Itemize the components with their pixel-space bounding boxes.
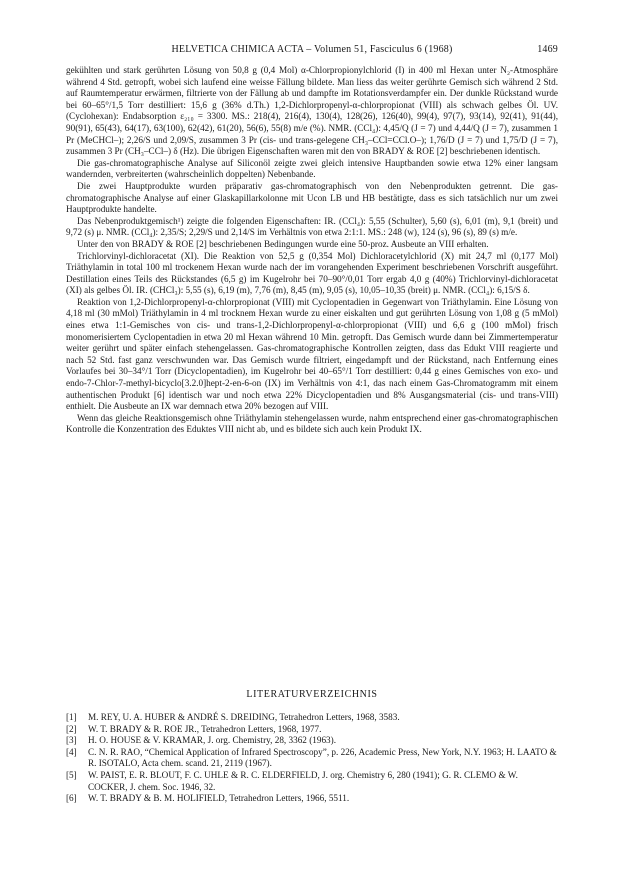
reference-item	[66, 747, 558, 770]
reference-list	[66, 712, 558, 805]
reference-number: [3]	[66, 735, 77, 746]
paragraph-gc-separation: Die zwei Hauptprodukte wurden präparativ gas-chromatographisch von den Nebenprodukten getrennt. Die gas-chromatographische Analyse auf einer Glaskapillarkolonne mit Ucon LB und HB bestätigte, dass es sich tatsächlich nur um zwei Hauptprodukte handelte.	[66, 180, 558, 215]
reference-item	[66, 793, 558, 805]
paragraph-trichlorvinyl-dichloracetat: Trichlorvinyl-dichloracetat (XI). Die Reaktion von 52,5 g (0,354 Mol) Dichloracetylchlorid (X) mit 24,7 ml (0,177 Mol) Triäthylamin in total 100 ml trockenem Hexan wurde nach der im vorangehenden Experiment beschriebenen Vorschrift ausgeführt. Destillation eines Teils des Rückstandes (6,5 g) im Kugelrohr bei 70–90°/0,01 Torr ergab 4,0 g (40%) Trichlorvinyl-dichloracetat (XI) als gelbes Öl. IR. (CHCl₃): 5,55 (s), 6,19 (m), 7,76 (m), 8,45 (m), 9,05 (s), 10,05–10,35 (breit) μ. NMR. (CCl₄): 6,15/S δ.	[66, 250, 558, 296]
reference-text: W. PAIST, E. R. BLOUT, F. C. UHLE & R. C. ELDERFIELD, J. org. Chemistry 6, 280 (1941); G. R. CLEMO & W. COCKER, J. chem. Soc. 1946, 32.	[88, 769, 518, 792]
references-heading: LITERATURVERZEICHNIS	[246, 689, 378, 700]
journal-title: HELVETICA CHIMICA ACTA – Volumen 51, Fasciculus 6 (1968)	[171, 44, 453, 55]
reference-item	[66, 770, 558, 793]
reference-item	[66, 724, 558, 736]
reference-item	[66, 712, 558, 724]
reference-text: M. REY, U. A. HUBER & ANDRÉ S. DREIDING, Tetrahedron Letters, 1968, 3583.	[88, 712, 400, 722]
paragraph-gc-siliconoel: Die gas-chromatographische Analyse auf Siliconöl zeigte zwei gleich intensive Hauptbanden sowie etwa 12% einer langsam wandernden, verbreiterten (wahrscheinlich doppelten) Nebenbande.	[66, 157, 558, 180]
reference-number: [6]	[66, 793, 77, 804]
reference-item	[66, 735, 558, 747]
reference-text: H. O. HOUSE & V. KRAMAR, J. org. Chemistry, 28, 3362 (1963).	[88, 735, 336, 746]
running-header	[66, 44, 558, 58]
reference-text: W. T. BRADY & B. M. HOLIFIELD, Tetrahedron Letters, 1966, 5511.	[88, 793, 350, 804]
reference-number: [2]	[66, 723, 77, 734]
paragraph-control-without-amine: Wenn das gleiche Reaktionsgemisch ohne Triäthylamin stehengelassen wurde, nahm entsprechend einer gas-chromatographischen Kontrolle die Konzentration des Eduktes VIII nicht ab, und es bildete sich auch kein Produkt IX.	[66, 412, 558, 435]
paragraph-reaction-cyclopentadien: Reaktion von 1,2-Dichlorpropenyl-α-chlorpropionat (VIII) mit Cyclopentadien in Gegenwart von Triäthylamin. Eine Lösung von 4,18 ml (30 mMol) Triäthylamin in 4 ml trocknem Hexan wurde zu einer eiskalten und gut gerührten Lösung von 1,08 g (5 mMol) eines etwa 1:1-Gemisches von cis- und trans-1,2-Dichlorpropenyl-α-chlorpropionat (VIII) und 6,6 g (100 mMol) frisch monomerisiertem Cyclopentadien in etwa 20 ml Hexan während 10 Min. getropft. Das Gemisch wurde dann bei Zimmertemperatur weiter gerührt und später einfach stehengelassen. Gas-chromatographische Kontrollen zeigten, dass das Edukt VIII reagierte und nach 52 Std. fast ganz verschwunden war. Das Gemisch wurde filtriert, eingedampft und der Rückstand, nach Entfernung eines Vorlaufes bei 30–34°/1 Torr (Dicyclopentadien), im Kugelrohr bei 40–65°/1 Torr destilliert: 0,44 g eines Gemisches von exo- und endo-7-Chlor-7-methyl-bicyclo[3.2.0]hept-2-en-6-on (IX) im Verhältnis von 4:1, das nach einem Gas-Chromatogramm mit einem authentischen Produkt [6] identisch war und noch etwa 22% Dicyclopentadien und 8% Ausgangsmaterial (cis- und trans-VIII) enthielt. Die Ausbeute an IX war demnach etwa 20% bezogen auf VIII.	[66, 296, 558, 412]
paragraph-brady-roe-yield: Unter den von BRADY & ROE [2] beschriebenen Bedingungen wurde eine 50-proz. Ausbeute an VIII erhalten.	[77, 238, 489, 249]
reference-number: [1]	[66, 712, 77, 722]
paragraph-byproduct-properties: Das Nebenproduktgemisch¹) zeigte die folgenden Eigenschaften: IR. (CCl₄): 5,55 (Schulter), 5,60 (s), 6,01 (m), 9,1 (breit) und 9,72 (s) μ. NMR. (CCl₄): 2,35/S; 2,29/S und 2,14/S im Verhältnis von etwa 2:1:1. MS.: 248 (w), 124 (s), 96 (s), 89 (s) m/e.	[66, 215, 558, 238]
reference-text: C. N. R. RAO, “Chemical Application of Infrared Spectroscopy”, p. 226, Academic Press, New York, N.Y. 1963; H. LAATO & R. ISOTALO, Acta chem. scand. 21, 2119 (1967).	[88, 746, 557, 769]
paragraph-vIII-preparation: gekühlten und stark gerührten Lösung von 50,8 g (0,4 Mol) α-Chlorpropionylchlorid (I) in 400 ml Hexan unter N₂-Atmosphäre während 4 Std. getropft, wobei sich laufend eine weisse Fällung bildete. Man liess das weiter gerührte Gemisch sich während 2 Std. auf Raumtemperatur erwärmen, filtrierte von der Fällung ab und dampfte im Rotationsverdampfer ein. Der dunkle Rückstand wurde bei 60–65°/1,5 Torr destilliert: 15,6 g (36% d.Th.) 1,2-Dichlorpropenyl-α-chlorpropionat (VIII) als schwach gelbes Öl. UV. (Cyclohexan): Endabsorption ε₂₁₀ = 3300. MS.: 218(4), 216(4), 130(4), 128(26), 126(40), 99(4), 97(7), 93(14), 92(41), 91(44), 90(91), 65(43), 64(17), 63(100), 62(42), 61(20), 56(6), 55(8) m/e (%). NMR. (CCl₄): 4,45/Q (J = 7) und 4,44/Q (J = 7), zusammen 1 Pr (MeCHCl–); 2,26/S und 2,09/S, zusammen 3 Pr (cis- und trans-gelegene CH₃–CCl=CCl.O–); 1,76/D (J = 7) und 1,75/D (J = 7), zusammen 3 Pr (CH₃–CCl–) δ (Hz). Die übrigen Eigenschaften waren mit den von BRADY & ROE [2] beschriebenen identisch.	[66, 65, 558, 157]
reference-number: [4]	[66, 746, 77, 757]
reference-text: W. T. BRADY & R. ROE JR., Tetrahedron Letters, 1968, 1977.	[88, 723, 322, 734]
experimental-text	[66, 65, 558, 436]
page-number: 1469	[537, 44, 558, 55]
reference-number: [5]	[66, 769, 77, 780]
